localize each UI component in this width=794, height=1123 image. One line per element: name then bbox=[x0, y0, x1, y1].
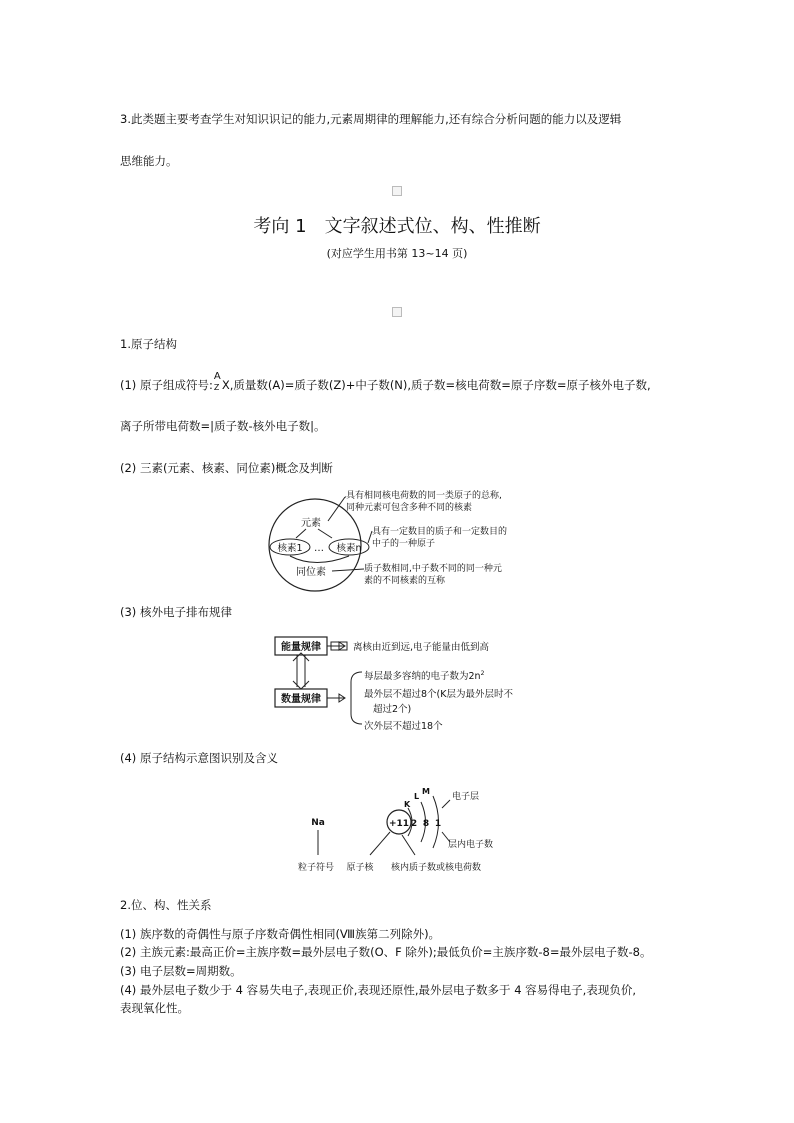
leader-line-isotope bbox=[332, 569, 364, 571]
section-title: 考向 1 文字叙述式位、构、性推断 bbox=[253, 216, 541, 237]
rule-max-electrons-sup: 2 bbox=[480, 670, 485, 677]
dots-label: … bbox=[314, 543, 324, 554]
isotope-bracket bbox=[290, 556, 349, 563]
nucleus-leader-line bbox=[370, 832, 390, 855]
intro-item3-line1: 3.此类题主要考查学生对知识识记的能力,元素周期律的理解能力,还有综合分析问题的能力以及逻辑 bbox=[120, 112, 622, 126]
nucleus-label: 原子核 bbox=[346, 863, 374, 873]
element-label: 元素 bbox=[301, 518, 321, 529]
nuclide-definition-line2: 中子的一种原子 bbox=[372, 539, 436, 549]
electron-configuration-heading: (3) 核外电子排布规律 bbox=[120, 605, 232, 619]
shell-label: 电子层 bbox=[452, 792, 480, 802]
section2-p2: (2) 主族元素:最高正价=主族序数=最外层电子数(O、F 除外);最低负价=主族序数-8=最外层电子数-8。 bbox=[120, 945, 652, 959]
mass-number-label: A bbox=[213, 370, 221, 382]
structure-diagram-heading: (4) 原子结构示意图识别及含义 bbox=[120, 751, 278, 765]
brace bbox=[351, 672, 362, 724]
energy-rule-description: 离核由近到远,电子能量由低到高 bbox=[353, 642, 490, 653]
protons-leader-line bbox=[402, 835, 415, 855]
electron-count-label: 层内电子数 bbox=[448, 840, 494, 850]
element-definition-line2: 同种元素可包含多种不同的核素 bbox=[346, 503, 473, 513]
atom-symbol-post: X,质量数(A)=质子数(Z)+中子数(N),质子数=核电荷数=原子序数=原子核外电子数, bbox=[221, 378, 651, 392]
shell-l-label: L bbox=[414, 792, 420, 801]
intro-item3-line2: 思维能力。 bbox=[120, 154, 178, 168]
element-definition-line1: 具有相同核电荷数的同一类原子的总称, bbox=[346, 491, 502, 501]
nuclide1-label: 核素1 bbox=[277, 543, 303, 554]
section2-heading: 2.位、构、性关系 bbox=[120, 898, 212, 912]
element-nuclide-isotope-diagram bbox=[260, 483, 550, 603]
nucleus-charge: +11 bbox=[388, 819, 410, 829]
image-placeholder-icon bbox=[392, 307, 402, 317]
isotope-label: 同位素 bbox=[296, 567, 326, 578]
section2-p4-line2: 表现氧化性。 bbox=[120, 1001, 189, 1015]
arrow-to-nuclide-n bbox=[318, 529, 332, 538]
section2-p3: (3) 电子层数=周期数。 bbox=[120, 964, 242, 978]
rule-outermost-line1: 最外层不超过8个(K层为最外层时不 bbox=[364, 689, 513, 700]
section1-heading: 1.原子结构 bbox=[120, 337, 177, 351]
rule-max-electrons-text: 每层最多容纳的电子数为2n bbox=[364, 671, 481, 682]
rule-outermost-line2: 超过2个) bbox=[373, 704, 412, 715]
isotope-definition-line2: 素的不同核素的互称 bbox=[364, 576, 446, 586]
arrow-to-nuclide1 bbox=[296, 529, 306, 538]
rule-second-outermost: 次外层不超过18个 bbox=[364, 721, 443, 732]
energy-rule-label: 能量规律 bbox=[281, 642, 321, 653]
shell-k-label: K bbox=[404, 800, 411, 809]
proton-count-label: 核内质子数或核电荷数 bbox=[390, 863, 482, 873]
isotope-definition-line1: 质子数相同,中子数不同的同一种元 bbox=[364, 564, 502, 574]
nuclide-n-label: 核素n bbox=[336, 543, 362, 554]
electron-rules-diagram bbox=[265, 630, 555, 740]
atom-symbol-paragraph bbox=[120, 370, 651, 393]
shell-m-label: M bbox=[422, 787, 430, 796]
particle-symbol-label: 粒子符号 bbox=[297, 863, 335, 873]
three-concepts-heading: (2) 三素(元素、核素、同位素)概念及判断 bbox=[120, 461, 333, 475]
atomic-structure-diagram bbox=[280, 780, 510, 880]
section2-p1: (1) 族序数的奇偶性与原子序数奇偶性相同(Ⅷ族第二列除外)。 bbox=[120, 927, 441, 941]
rule-max-electrons bbox=[364, 670, 485, 682]
atom-symbol-pre: (1) 原子组成符号: bbox=[120, 378, 213, 392]
ion-charge-paragraph: 离子所带电荷数=|质子数-核外电子数|。 bbox=[120, 419, 326, 433]
atomic-number-label: Z bbox=[213, 382, 220, 392]
double-arrow bbox=[293, 653, 309, 689]
electrons-l: 8 bbox=[422, 819, 430, 829]
electrons-k: 2 bbox=[410, 819, 418, 829]
section2-p4-line1: (4) 最外层电子数少于 4 容易失电子,表现正价,表现还原性,最外层电子数多于 4 容易得电子,表现负价, bbox=[120, 983, 636, 997]
leader-line-element bbox=[328, 497, 345, 521]
shell-leader-line bbox=[442, 800, 450, 808]
section-subtitle: (对应学生用书第 13~14 页) bbox=[326, 247, 468, 260]
na-symbol: Na bbox=[311, 818, 325, 828]
nuclide-definition-line1: 具有一定数目的质子和一定数目的 bbox=[372, 527, 508, 537]
arrow-energy bbox=[327, 642, 345, 650]
arrow-quantity bbox=[327, 694, 345, 702]
electrons-m: 1 bbox=[434, 819, 442, 829]
quantity-rule-label: 数量规律 bbox=[281, 694, 321, 705]
image-placeholder-icon bbox=[392, 186, 402, 196]
nuclide-notation bbox=[213, 370, 222, 392]
